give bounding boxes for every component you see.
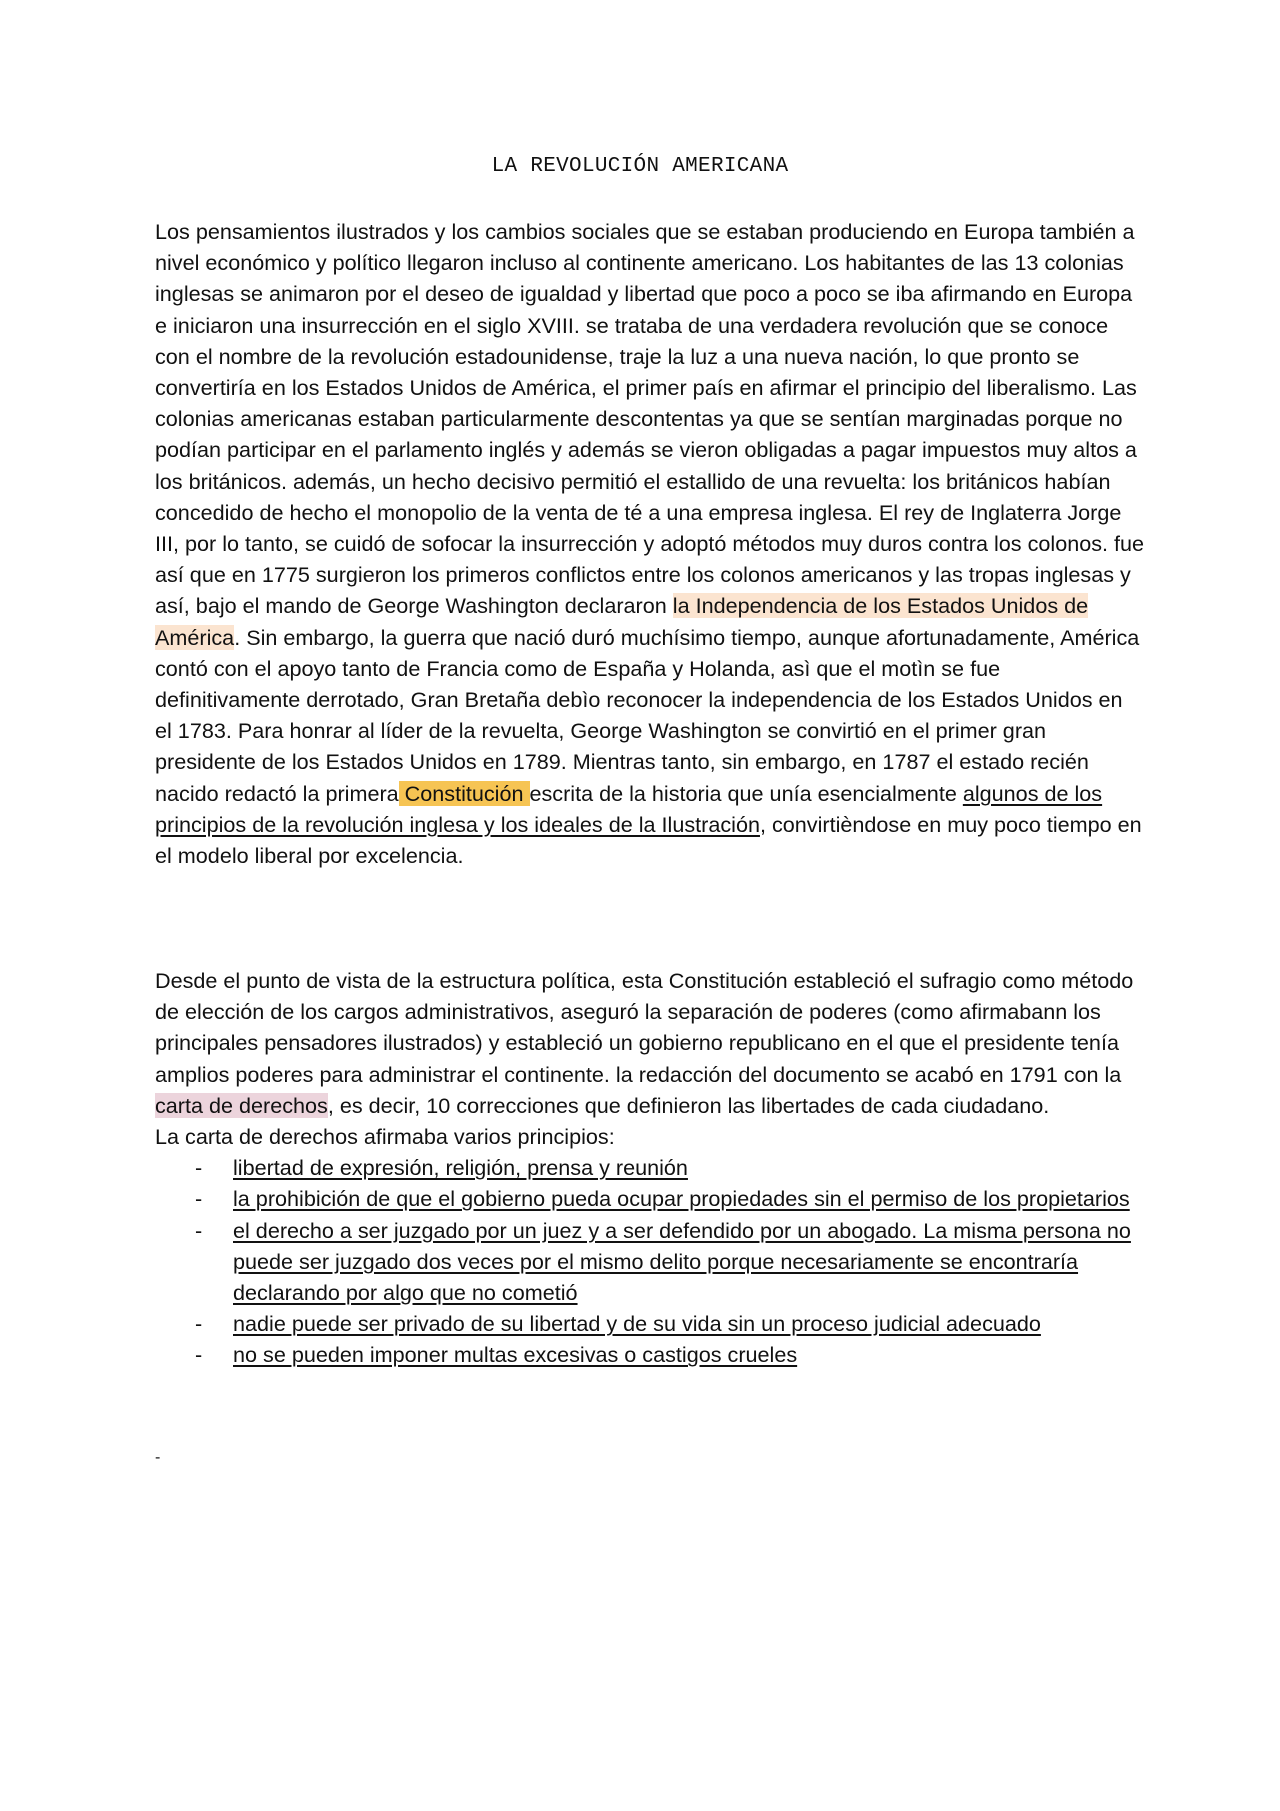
bullet-dash: - bbox=[195, 1311, 203, 1337]
document-title: LA REVOLUCIÓN AMERICANA bbox=[491, 155, 789, 178]
highlight-constitucion: Constitución bbox=[398, 780, 530, 806]
list-item-text: libertad de expresión, religión, prensa y reunión bbox=[233, 1155, 688, 1181]
list-item bbox=[155, 1183, 1145, 1214]
rights-intro: La carta de derechos afirmaba varios principios: bbox=[155, 1124, 615, 1150]
list-item-text: el derecho a ser juzgado por un juez y a ser defendido por un abogado. La misma persona no puede ser juzgado dos veces por el mismo delito porque necesariamente se encontraría declarando por algo que no cometió bbox=[233, 1217, 1131, 1306]
highlight-independence: la Independencia de los Estados Unidos de América bbox=[155, 593, 1089, 650]
list-item bbox=[155, 1152, 1145, 1183]
underlined-principles: algunos de los principios de la revolución inglesa y los ideales de la Ilustración bbox=[155, 780, 1103, 837]
highlight-carta-de-derechos: carta de derechos bbox=[155, 1092, 328, 1118]
bullet-dash: - bbox=[195, 1342, 203, 1368]
list-item-text: nadie puede ser privado de su libertad y de su vida sin un proceso judicial adecuado bbox=[233, 1311, 1041, 1337]
list-item-text: la prohibición de que el gobierno pueda ocupar propiedades sin el permiso de los propietarios bbox=[233, 1186, 1130, 1212]
list-item bbox=[155, 1215, 1145, 1309]
bullet-dash: - bbox=[195, 1186, 203, 1212]
bullet-dash: - bbox=[195, 1217, 203, 1243]
paragraph-2 bbox=[155, 965, 1145, 1371]
paragraph-1-text: Los pensamientos ilustrados y los cambios sociales que se estaban produciendo en Europa también a nivel económico y político llegaron incluso al continente americano. Los habitantes de las 13 colonias inglesas se animaron por el deseo de igualdad y libertad que poco a poco se iba afirmando en Europa e iniciaron una insurrección en el siglo XVIII. se trataba de una verdadera revolución que se conoce con el nombre de la revolución estadounidense, traje la luz a una nueva nación, lo que pronto se convertiría en los Estados Unidos de América, el primer país en afirmar el principio del liberalismo. Las colonias americanas estaban particularmente descontentas ya que se sentían marginadas porque no podían participar en el parlamento inglés y además se vieron obligadas a pagar impuestos muy altos a los británicos. además, un hecho decisivo permitió el estallido de una revuelta: los británicos habían concedido de hecho el monopolio de la venta de té a una empresa inglesa. El rey de Inglaterra Jorge III, por lo tanto, se cuidó de sofocar la insurrección y adoptó métodos muy duros contra los colonos. fue así que en 1775 surgieron los primeros conflictos entre los colonos americanos y las tropas inglesas y así, bajo el mando de George Washington declararon bbox=[155, 219, 1145, 619]
paragraph-1-text: escrita de la historia que unía esencialmente bbox=[529, 780, 963, 806]
list-item bbox=[155, 1339, 1145, 1370]
paragraph-1 bbox=[155, 216, 1145, 871]
paragraph-2-text-block bbox=[155, 965, 1145, 1121]
bullet-dash: - bbox=[195, 1155, 203, 1181]
paragraph-1-text: . Sin embargo, la guerra que nació duró muchísimo tiempo, aunque afortunadamente, América contó con el apoyo tanto de Francia como de España y Holanda, asì que el motìn se fue definitivamente derrotado, Gran Bretaña debìo reconocer la independencia de los Estados Unidos en el 1783. Para honrar al líder de la revuelta, George Washington se convirtió en el primer gran presidente de los Estados Unidos en 1789. Mientras tanto, sin embargo, en 1787 el estado recién nacido redactó la primera bbox=[155, 624, 1140, 806]
paragraph-1-text: , convirtièndose en muy poco tiempo en el modelo liberal por excelencia. bbox=[155, 811, 1142, 869]
trailing-dash-mark: - bbox=[155, 1449, 161, 1466]
list-item bbox=[155, 1308, 1145, 1339]
rights-list bbox=[155, 1152, 1145, 1370]
list-item-text: no se pueden imponer multas excesivas o castigos crueles bbox=[233, 1342, 798, 1368]
paragraph-2-text: , es decir, 10 correcciones que definieron las libertades de cada ciudadano. bbox=[327, 1092, 1050, 1118]
paragraph-2-text: Desde el punto de vista de la estructura política, esta Constitución estableció el sufragio como método de elección de los cargos administrativos, aseguró la separación de poderes (como afirmabann los principales pensadores ilustrados) y estableció un gobierno republicano en el que el presidente tenía amplios poderes para administrar el continente. la redacción del documento se acabó en 1791 con la bbox=[155, 968, 1134, 1087]
